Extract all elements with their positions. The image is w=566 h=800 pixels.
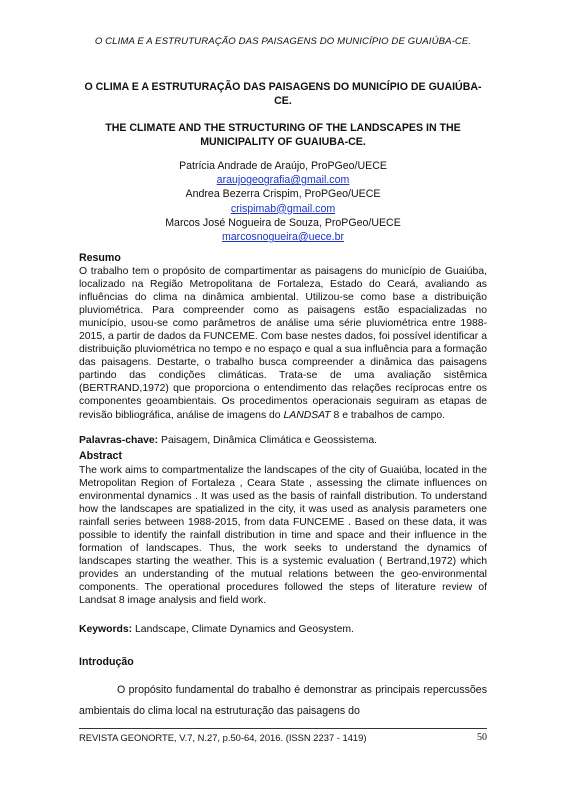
introducao-heading: Introdução bbox=[79, 656, 134, 668]
introducao-paragraph: O propósito fundamental do trabalho é demonstrar as principais repercussões ambientais do clima local na estruturação das paisagens do bbox=[79, 684, 487, 717]
resumo-text: O trabalho tem o propósito de compartimentar as paisagens do município de Guaiúba, localizado na Região Metropolitana de Fortaleza, Estado do Ceará, avaliando as influências do clima na dinâmica ambiental. Utilizou-se como base a distribuição pluviométrica. Para compreender como as paisagens estão espacializadas no município, usou-se como parâmetros de análise uma série pluviométrica entre 1988-2015, a partir de dados da FUNCEME. Com base nestes dados, foi possível identificar a distribuição pluviométrica no tempo e no espaço e qual a sua influência para a formação das paisagens. Destarte, o trabalho busca compreender a dinâmica das paisagens partindo das condições climáticas. Trata-se de uma avaliação sistêmica (BERTRAND,1972) que proporciona o entendimento das relações recíprocas entre os componentes geoambientais. Os procedimentos operacionais seguiram as etapas de revisão bibliográfica, análise de imagens do bbox=[79, 266, 487, 421]
keywords-label: Keywords: bbox=[79, 624, 133, 635]
running-head: O CLIMA E A ESTRUTURAÇÃO DAS PAISAGENS DO MUNICÍPIO DE GUAIÚBA-CE. bbox=[94, 36, 472, 47]
author-email-link[interactable]: crispimab@gmail.com bbox=[230, 202, 336, 215]
abstract-heading: Abstract bbox=[79, 450, 122, 462]
author-name: Andrea Bezerra Crispim, ProPGeo/UECE bbox=[185, 188, 381, 201]
author-name: Marcos José Nogueira de Souza, ProPGeo/UECE bbox=[165, 216, 401, 229]
author-email-link[interactable]: araujogeografia@gmail.com bbox=[216, 174, 350, 187]
keywords-label: Palavras-chave: bbox=[79, 435, 159, 446]
resumo-text-end: 8 e trabalhos de campo. bbox=[330, 409, 446, 421]
keywords-value: Paisagem, Dinâmica Climática e Geossistema. bbox=[158, 435, 377, 446]
author-email-link[interactable]: marcosnogueira@uece.br bbox=[221, 231, 345, 244]
page-number: 50 bbox=[477, 732, 487, 743]
title-portuguese: O CLIMA E A ESTRUTURAÇÃO DAS PAISAGENS DO MUNICÍPIO DE GUAIÚBA-CE. bbox=[84, 81, 482, 107]
resumo-heading: Resumo bbox=[79, 252, 121, 264]
resumo-italic-term: LANDSAT bbox=[283, 409, 331, 421]
author-block bbox=[80, 159, 486, 244]
keywords-value: Landscape, Climate Dynamics and Geosystem. bbox=[132, 624, 354, 635]
resumo-paragraph bbox=[79, 265, 487, 422]
resumo-keywords bbox=[79, 435, 489, 446]
abstract-paragraph: The work aims to compartmentalize the landscapes of the city of Guaiúba, located in the Metropolitan Region of Fortaleza , Ceara State , assessing the climate influences on environmental dynamics . It was used as the basis of rainfall distribution. To understand how the landscapes are spatialized in the city, it was used as analysis parameters one rainfall series between 1988-2015, from data FUNCEME . Based on these data, it was possible to identify the rainfall distribution in time and space and their influence in the formation of landscapes. Thus, the work seeks to understand the dynamics of landscapes starting the weather. This is a systemic evaluation ( Bertrand,1972) which provides an understanding of the mutual relations between the geo-environmental components. The operational procedures followed the steps of literature review of Landsat 8 image analysis and field work. bbox=[79, 465, 487, 607]
page-footer bbox=[79, 732, 487, 743]
footer-divider bbox=[79, 728, 487, 729]
footer-citation: REVISTA GEONORTE, V.7, N.27, p.50-64, 2016. (ISSN 2237 - 1419) bbox=[79, 732, 367, 743]
title-english: THE CLIMATE AND THE STRUCTURING OF THE LANDSCAPES IN THE MUNICIPALITY OF GUAIUBA-CE. bbox=[105, 122, 461, 148]
author-name: Patrícia Andrade de Araújo, ProPGeo/UECE bbox=[179, 160, 387, 172]
abstract-keywords bbox=[79, 624, 489, 635]
